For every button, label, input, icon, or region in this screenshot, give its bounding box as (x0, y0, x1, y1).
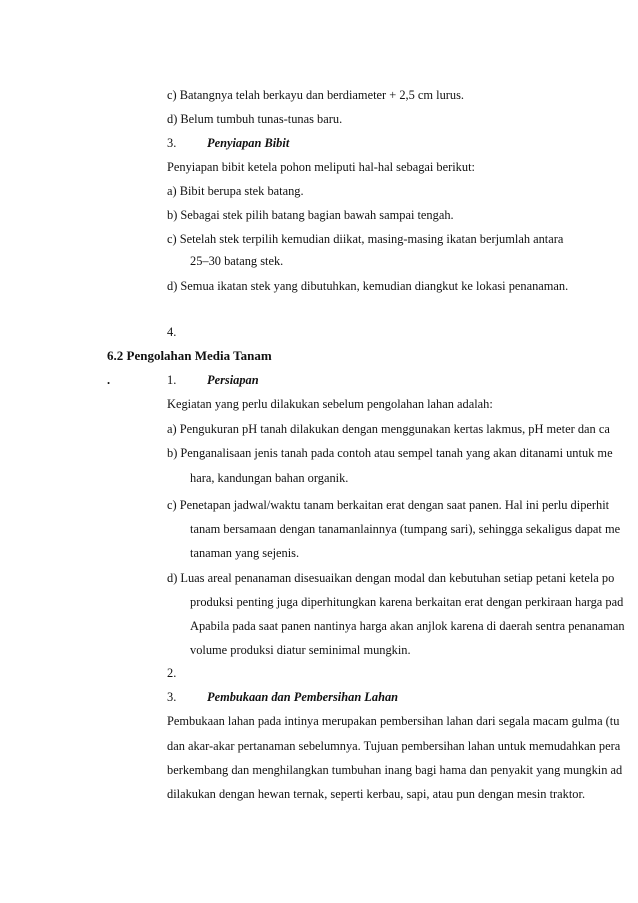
subsection-heading-pembukaan (167, 689, 398, 705)
subsection-number: 3. (167, 690, 177, 704)
list-item-d-continued: produksi penting juga diperhitungkan karena berkaitan erat dengan perkiraan harga pad (190, 595, 624, 609)
list-item-d: d) Luas areal penanaman disesuaikan dengan modal dan kebutuhan setiap petani ketela po (167, 571, 615, 585)
paragraph-line: berkembang dan menghilangkan tumbuhan inang bagi hama dan penyakit yang mungkin ad (167, 763, 623, 777)
paragraph-intro: Penyiapan bibit ketela pohon meliputi hal-hal sebagai berikut: (167, 160, 475, 174)
list-item-c-continued: tanaman yang sejenis. (190, 546, 300, 560)
subsection-heading-persiapan (167, 372, 259, 388)
list-item-b: b) Penganalisaan jenis tanah pada contoh atau sempel tanah yang akan ditanami untuk me (167, 446, 613, 460)
list-item-d-continued: Apabila pada saat panen nantinya harga akan anjlok karena di daerah sentra penanaman (190, 619, 625, 633)
list-item-b-continued: hara, kandungan bahan organik. (190, 471, 349, 485)
section-heading: 6.2 Pengolahan Media Tanam (107, 348, 272, 363)
list-item-b: b) Sebagai stek pilih batang bagian bawah sampai tengah. (167, 208, 454, 222)
subsection-title: Pembukaan dan Pembersihan Lahan (207, 690, 399, 704)
list-item-d: d) Belum tumbuh tunas-tunas baru. (167, 112, 343, 126)
subsection-number: 3. (167, 136, 177, 150)
list-item-d-continued: volume produksi diatur seminimal mungkin. (190, 643, 411, 657)
paragraph-line: Pembukaan lahan pada intinya merupakan pembersihan lahan dari segala macam gulma (tu (167, 714, 620, 728)
paragraph-intro: Kegiatan yang perlu dilakukan sebelum pengolahan lahan adalah: (167, 397, 493, 411)
list-item-a: a) Pengukuran pH tanah dilakukan dengan menggunakan kertas lakmus, pH meter dan ca (167, 422, 610, 436)
empty-numbered-item: 2. (167, 666, 177, 680)
list-item-c: c) Setelah stek terpilih kemudian diikat, masing-masing ikatan berjumlah antara (167, 232, 564, 246)
subsection-title: Penyiapan Bibit (207, 136, 290, 150)
list-item-d: d) Semua ikatan stek yang dibutuhkan, kemudian diangkut ke lokasi penanaman. (167, 279, 569, 293)
list-item-a: a) Bibit berupa stek batang. (167, 184, 304, 198)
paragraph-line: dilakukan dengan hewan ternak, seperti kerbau, sapi, atau pun dengan mesin traktor. (167, 787, 586, 801)
subsection-title: Persiapan (207, 373, 259, 387)
list-item-c-continued: 25–30 batang stek. (190, 254, 284, 268)
list-item-c: c) Penetapan jadwal/waktu tanam berkaitan erat dengan saat panen. Hal ini perlu diperhit (167, 498, 610, 512)
section-dot: . (107, 373, 111, 387)
empty-numbered-item: 4. (167, 325, 177, 339)
subsection-number: 1. (167, 373, 177, 387)
list-item-c-continued: tanam bersamaan dengan tanamanlainnya (tumpang sari), sehingga sekaligus dapat me (190, 522, 621, 536)
list-item-c: c) Batangnya telah berkayu dan berdiameter + 2,5 cm lurus. (167, 88, 465, 102)
subsection-heading-penyiapan-bibit (167, 135, 289, 151)
paragraph-line: dan akar-akar pertanaman sebelumnya. Tujuan pembersihan lahan untuk memudahkan pera (167, 739, 621, 753)
